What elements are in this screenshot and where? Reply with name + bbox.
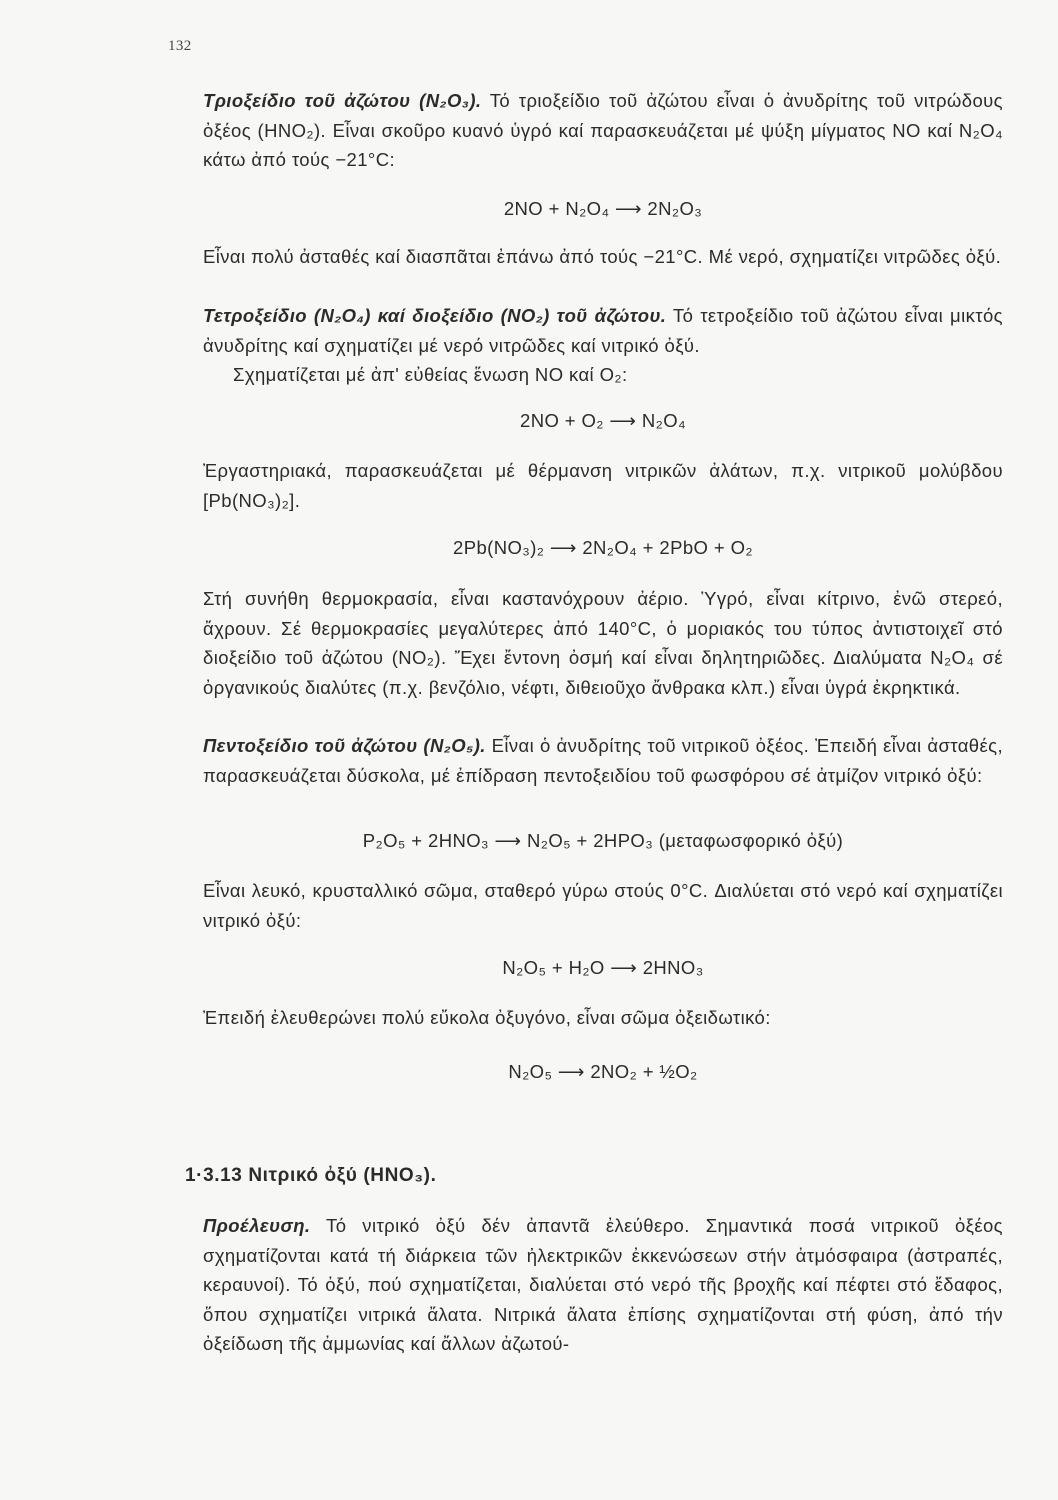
paragraph-n2o4-formation: Σχηματίζεται μέ ἀπ' εὐθείας ἕνωση NO καί O₂: (233, 364, 628, 385)
paragraph-n2o5-properties: Εἶναι λευκό, κρυσταλλικό σῶμα, σταθερό γύρω στούς 0°C. Διαλύεται στό νερό καί σχηματίζει νιτρικό ὀξύ: (203, 880, 1003, 931)
equation-4: P₂O₅ + 2HNO₃ ⟶ N₂O₅ + 2HPO₃ (μεταφωσφορικό ὀξύ) (362, 830, 844, 851)
paragraph-n2o5 (203, 731, 1003, 790)
paragraph-lab-prep: Ἐργαστηριακά, παρασκευάζεται μέ θέρμανση νιτρικῶν ἀλάτων, π.χ. νιτρικοῦ μολύβδου [Pb(NO₃)₂]. (203, 460, 1003, 511)
text-origin: Τό νιτρικό ὀξύ δέν ἀπαντᾶ ἐλεύθερο. Σημαντικά ποσά νιτρικοῦ ὀξέος σχηματίζονται κατά τή διάρκεια τῶν ἠλεκτρικῶν ἐκκενώσεων στήν ἀτμόσφαιρα (ἀστραπές, κεραυνοί). Τό ὀξύ, πού σχηματίζεται, διαλύεται στό νερό τῆς βροχῆς καί πέφτει στό ἔδαφος, ὅπου σχηματίζει νιτρικά ἄλατα. Νιτρικά ἄλατα ἐπίσης σχηματίζονται στή φύση, ἀπό τήν ὀξείδωση τῆς ἀμμωνίας καί ἄλλων ἀζωτού- (203, 1215, 1003, 1354)
heading-n2o5: Πεντοξείδιο τοῦ ἀζώτου (N₂O₅). (203, 735, 486, 756)
section-title: 1·3.13 Νιτρικό ὀξύ (HNO₃). (185, 1165, 437, 1186)
page-number: 132 (168, 38, 192, 54)
paragraph-properties: Στή συνήθη θερμοκρασία, εἶναι καστανόχρουν ἀέριο. Ὑγρό, εἶναι κίτρινο, ἐνῶ στερεό, ἄχρουν. Σέ θερμοκρασίες μεγαλύτερες ἀπό 140°C, ὁ μοριακός του τύπος ἀντιστοιχεῖ στό διοξείδιο τοῦ ἀζώτου (NO₂). Ἔχει ἔντονη ὀσμή καί εἶναι δηλητηριῶδες. Διαλύματα N₂O₄ σέ ὀργανικούς διαλύτες (π.χ. βενζόλιο, νέφτι, διθειοῦχο ἄνθρακα κλπ.) εἶναι ὑγρά ἐκρηκτικά. (203, 588, 1003, 698)
paragraph-n2o3 (203, 86, 1003, 175)
paragraph-n2o3-stability: Εἶναι πολύ ἀσταθές καί διασπᾶται ἐπάνω ἀπό τούς −21°C. Μέ νερό, σχηματίζει νιτρῶδες ὀξύ. (203, 246, 1002, 267)
text-n2o4: Τό τετροξείδιο τοῦ ἀζώτου εἶναι μικτός ἀνυδρίτης καί σχηματίζει μέ νερό νιτρῶδες καί νιτρικό ὀξύ. (203, 305, 1003, 356)
paragraph-origin (203, 1211, 1003, 1359)
equation-5: N₂O₅ + H₂O ⟶ 2HNO₃ (502, 957, 704, 978)
equation-6: N₂O₅ ⟶ 2NO₂ + ½O₂ (508, 1061, 698, 1082)
text-n2o5: Εἶναι ὁ ἀνυδρίτης τοῦ νιτρικοῦ ὀξέος. Ἐπειδή εἶναι ἀσταθές, παρασκευάζεται δύσκολα, μέ ἐπίδραση πεντοξειδίου τοῦ φωσφόρου σέ ἀτμίζον νιτρικό ὀξύ: (203, 735, 1003, 786)
text-n2o3: Τό τριοξείδιο τοῦ ἀζώτου εἶναι ὁ ἀνυδρίτης τοῦ νιτρώδους ὀξέος (HNO₂). Εἶναι σκοῦρο κυανό ὑγρό καί παρασκευάζεται μέ ψύξη μίγματος NO καί N₂O₄ κάτω ἀπό τούς −21°C: (203, 90, 1003, 170)
equation-2: 2NO + O₂ ⟶ N₂O₄ (520, 410, 686, 431)
heading-n2o4: Τετροξείδιο (N₂O₄) καί διοξείδιο (NO₂) τοῦ ἀζώτου. (203, 305, 667, 326)
equation-1: 2NO + N₂O₄ ⟶ 2N₂O₃ (503, 198, 703, 219)
equation-3: 2Pb(NO₃)₂ ⟶ 2N₂O₄ + 2PbO + O₂ (453, 537, 753, 558)
heading-origin: Προέλευση. (203, 1215, 311, 1236)
heading-n2o3: Τριοξείδιο τοῦ ἀζώτου (N₂O₃). (203, 90, 482, 111)
paragraph-n2o4 (203, 301, 1003, 360)
paragraph-oxidizing: Ἐπειδή ἐλευθερώνει πολύ εὔκολα ὀξυγόνο, εἶναι σῶμα ὀξειδωτικό: (203, 1007, 771, 1028)
